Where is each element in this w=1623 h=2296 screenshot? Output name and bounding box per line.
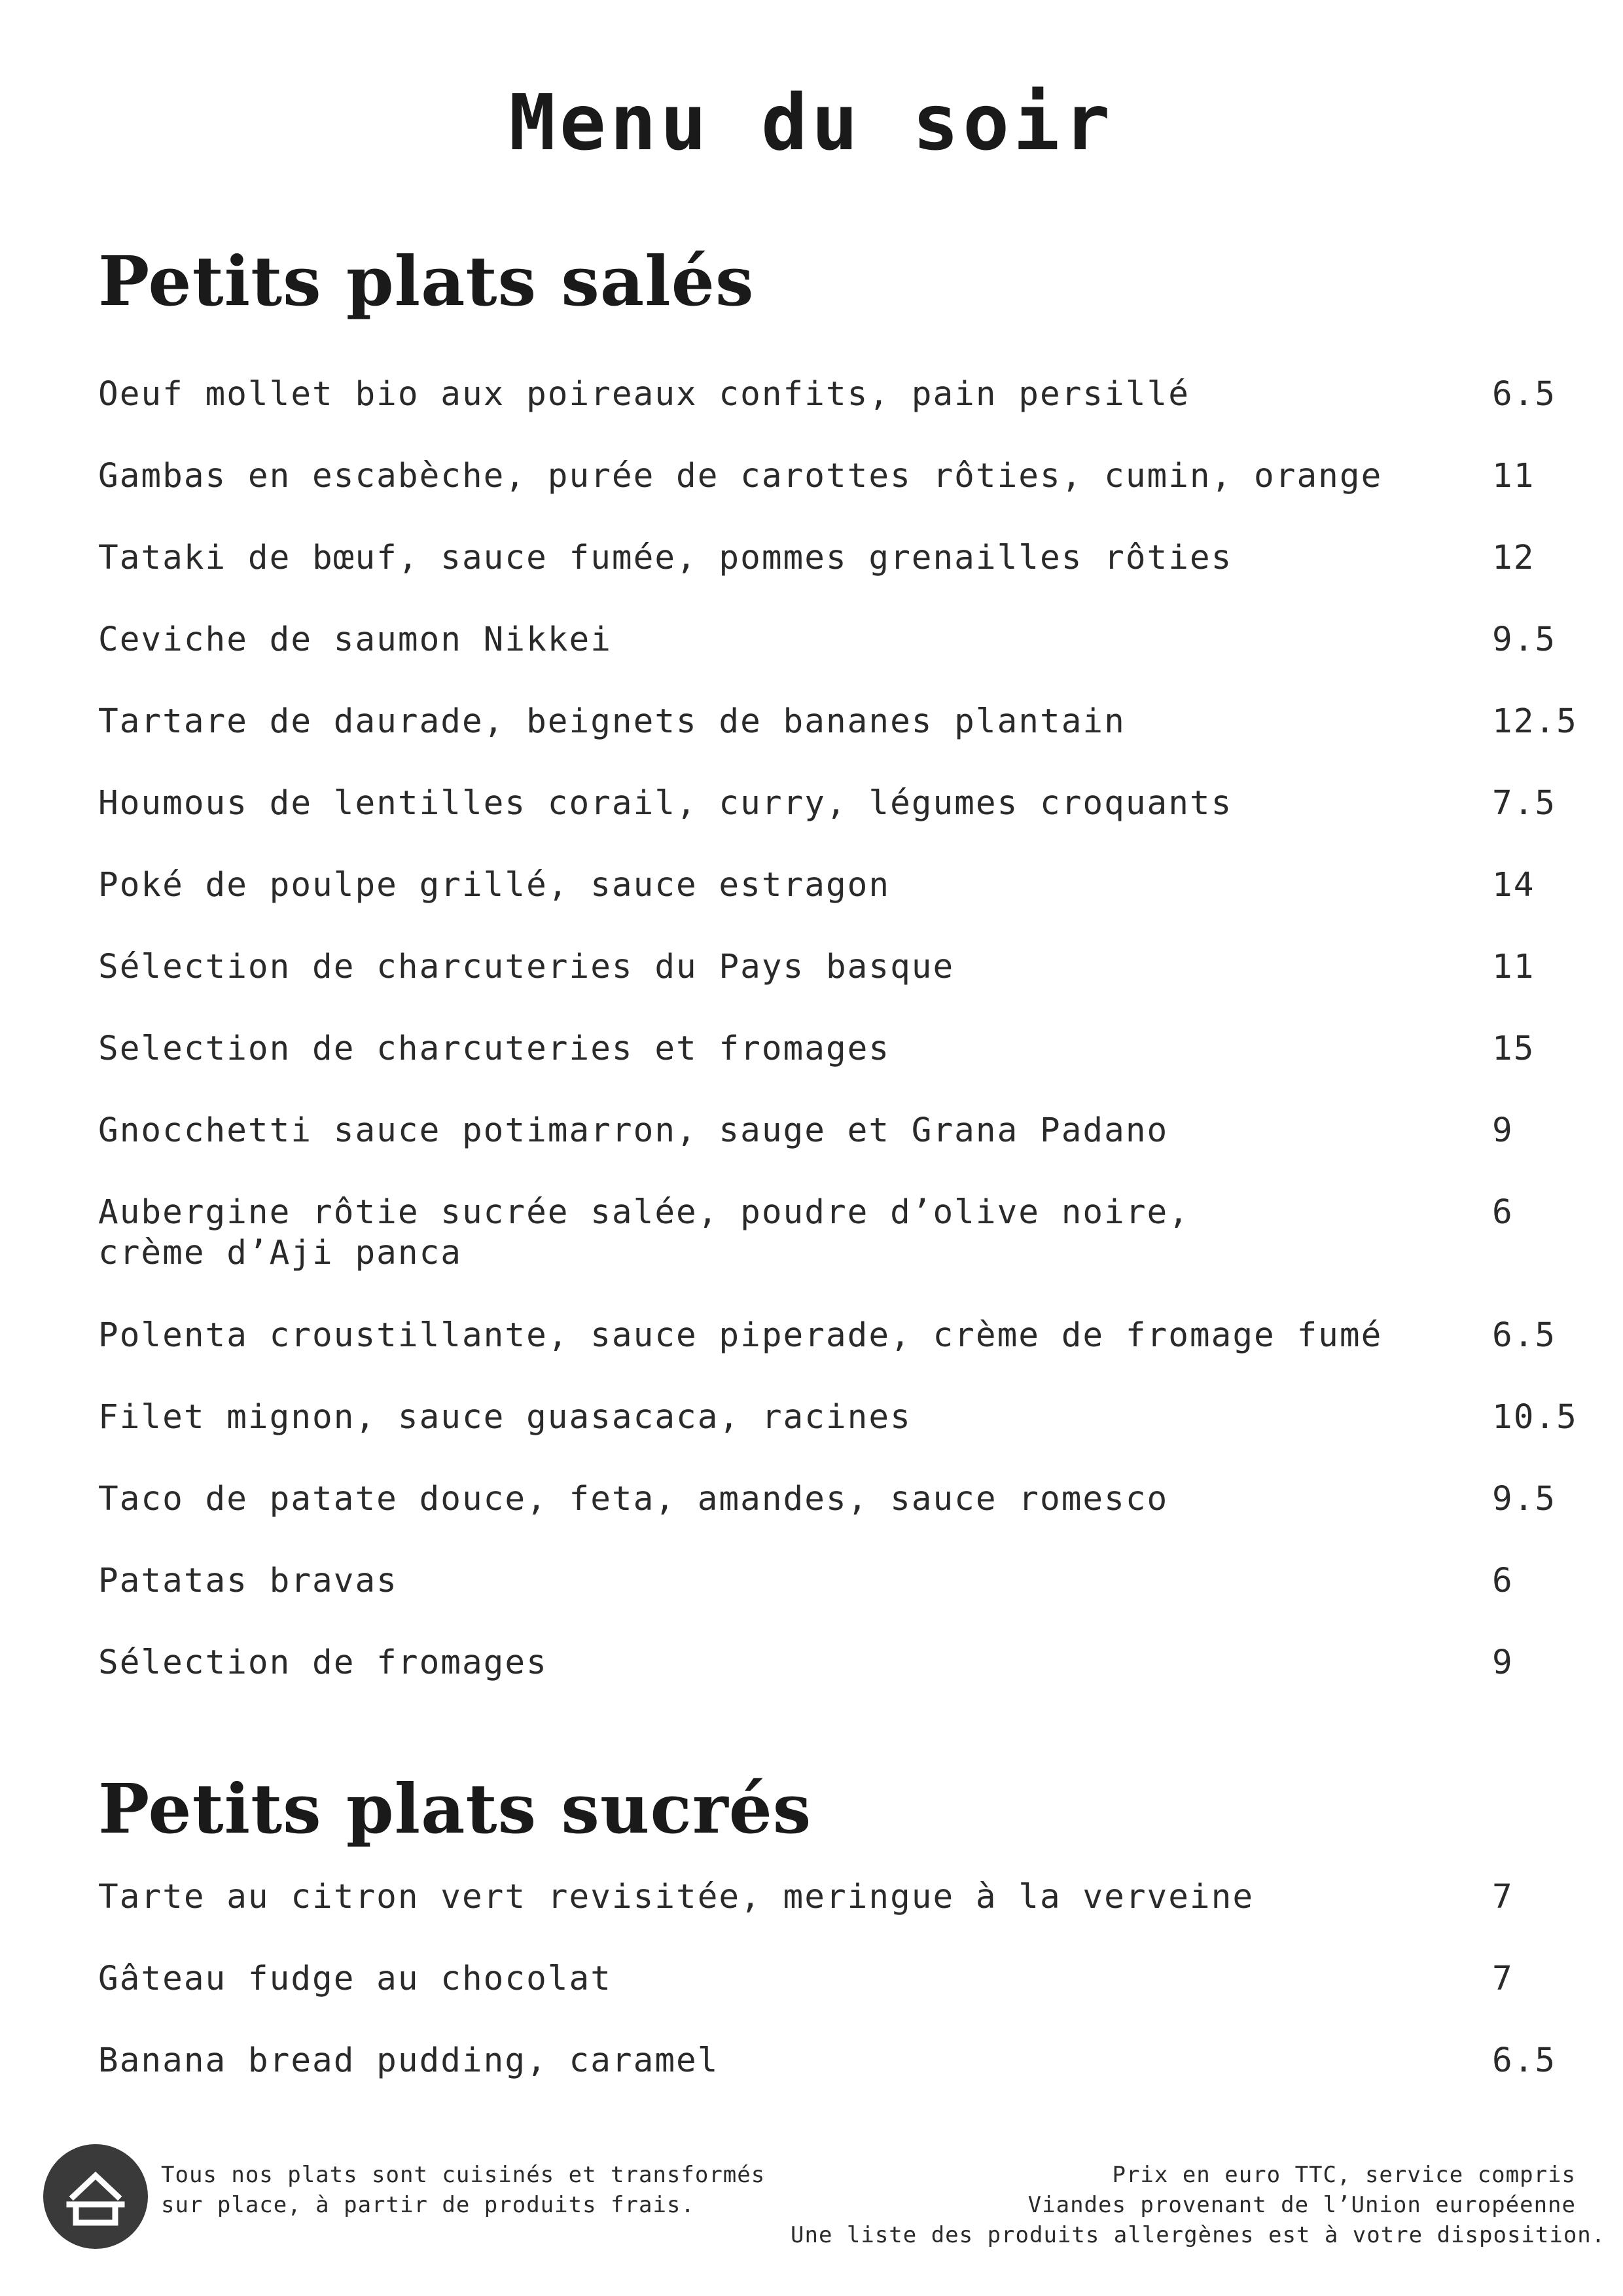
- item-price: 11: [1492, 948, 1535, 986]
- item-name: Selection de charcuteries et fromages: [98, 1030, 891, 1068]
- item-name-line-2: crème d’Aji panca: [98, 1234, 462, 1272]
- item-name: Patatas bravas: [98, 1562, 398, 1600]
- item-price: 6.5: [1492, 2041, 1557, 2080]
- menu-item: [98, 702, 1603, 783]
- menu-item: [98, 865, 1603, 947]
- menu-item: [98, 374, 1603, 456]
- item-price: 6.5: [1492, 375, 1557, 414]
- footer-left-line-2: sur place, à partir de produits frais.: [161, 2192, 695, 2218]
- item-name: Ceviche de saumon Nikkei: [98, 620, 612, 659]
- item-name: Filet mignon, sauce guasacaca, racines: [98, 1398, 912, 1437]
- item-price: 15: [1492, 1030, 1535, 1068]
- menu-item: [98, 1877, 1603, 1959]
- item-price: 7: [1492, 1878, 1514, 1916]
- footer-right-line-1: Prix en euro TTC, service compris: [1112, 2162, 1576, 2188]
- item-name: Tataki de bœuf, sauce fumée, pommes grenailles rôties: [98, 539, 1233, 577]
- footer-note-left: [161, 2160, 815, 2220]
- menu-item: [98, 1643, 1603, 1725]
- menu-item: [98, 1479, 1603, 1561]
- menu-item: [98, 783, 1603, 865]
- item-price: 9: [1492, 1111, 1514, 1150]
- house-icon: [43, 2144, 148, 2249]
- menu-item: [98, 947, 1603, 1029]
- menu-item: [98, 1193, 1603, 1316]
- item-price: 12.5: [1492, 702, 1578, 741]
- menu-item: [98, 2041, 1603, 2123]
- item-name: Polenta croustillante, sauce piperade, crème de fromage fumé: [98, 1316, 1383, 1355]
- menu-item: [98, 1111, 1603, 1193]
- footer-note-right: [791, 2160, 1606, 2250]
- menu-item: [98, 1316, 1603, 1397]
- item-name: Tarte au citron vert revisitée, meringue à la verveine: [98, 1878, 1255, 1916]
- item-name: Gambas en escabèche, purée de carottes rôties, cumin, orange: [98, 457, 1383, 495]
- section-heading-sucres: Petits plats sucrés: [98, 1768, 812, 1849]
- footer-left-line-1: Tous nos plats sont cuisinés et transformés: [161, 2162, 766, 2188]
- footer-right-line-2: Viandes provenant de l’Union européenne: [1027, 2192, 1576, 2218]
- item-price: 11: [1492, 457, 1535, 495]
- menu-item: [98, 1959, 1603, 2041]
- menu-list-sucres: [98, 1877, 1603, 2123]
- item-price: 9.5: [1492, 620, 1557, 659]
- menu-item: [98, 1561, 1603, 1643]
- item-price: 10.5: [1492, 1398, 1578, 1437]
- section-heading-sales: Petits plats salés: [98, 241, 755, 321]
- item-price: 6: [1492, 1562, 1514, 1600]
- item-price: 14: [1492, 866, 1535, 905]
- item-name: Sélection de charcuteries du Pays basque: [98, 948, 955, 986]
- item-price: 6.5: [1492, 1316, 1557, 1355]
- menu-item: [98, 456, 1603, 538]
- item-price: 9: [1492, 1643, 1514, 1682]
- footer-right-line-3: Une liste des produits allergènes est à votre disposition.: [791, 2222, 1606, 2248]
- item-name: Sélection de fromages: [98, 1643, 548, 1682]
- item-name: Tartare de daurade, beignets de bananes plantain: [98, 702, 1126, 741]
- item-name: Oeuf mollet bio aux poireaux confits, pain persillé: [98, 375, 1190, 414]
- item-name-line-1: Aubergine rôtie sucrée salée, poudre d’olive noire,: [98, 1193, 1190, 1232]
- menu-item: [98, 1029, 1603, 1111]
- item-name: Banana bread pudding, caramel: [98, 2041, 719, 2080]
- item-price: 12: [1492, 539, 1535, 577]
- menu-item: [98, 1397, 1603, 1479]
- item-price: 9.5: [1492, 1480, 1557, 1518]
- item-price: 7.5: [1492, 784, 1557, 823]
- menu-item: [98, 620, 1603, 702]
- menu-item: [98, 538, 1603, 620]
- item-name: Taco de patate douce, feta, amandes, sauce romesco: [98, 1480, 1169, 1518]
- item-name: Poké de poulpe grillé, sauce estragon: [98, 866, 891, 905]
- item-price: 7: [1492, 1960, 1514, 1998]
- item-price: 6: [1492, 1193, 1514, 1232]
- page-title: Menu du soir: [508, 77, 1115, 168]
- item-name: Houmous de lentilles corail, curry, légumes croquants: [98, 784, 1233, 823]
- item-name: [98, 1193, 1453, 1274]
- menu-list-sales: [98, 374, 1603, 1725]
- item-name: Gâteau fudge au chocolat: [98, 1960, 612, 1998]
- item-name: Gnocchetti sauce potimarron, sauge et Grana Padano: [98, 1111, 1169, 1150]
